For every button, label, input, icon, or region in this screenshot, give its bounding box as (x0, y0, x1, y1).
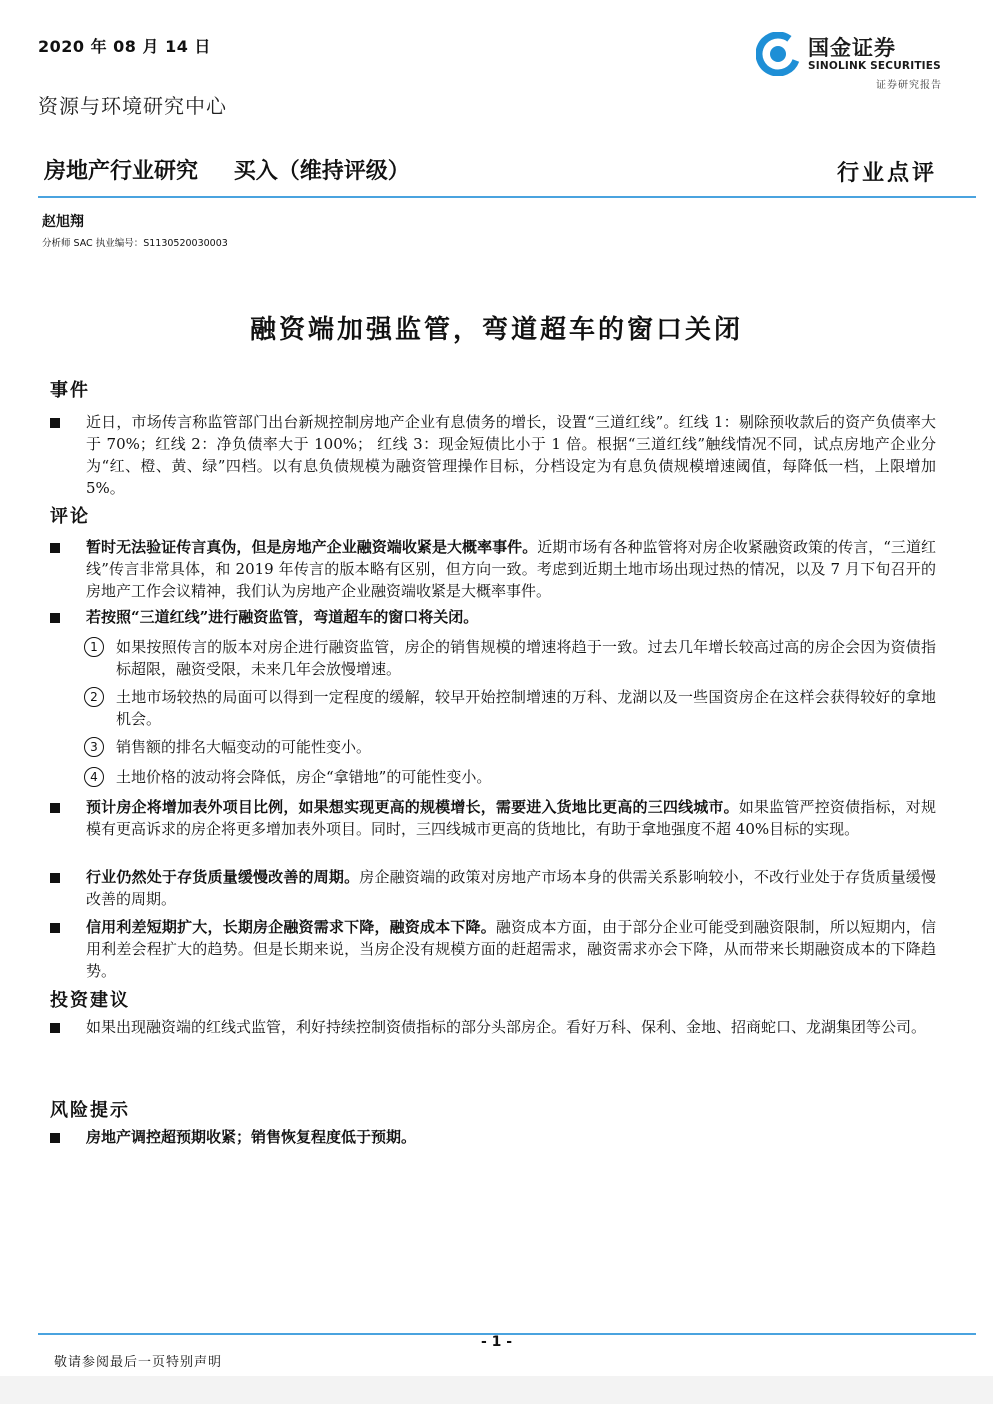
comment-paragraph-4 (86, 866, 936, 910)
company-logo (756, 30, 946, 94)
bullet-marker (50, 803, 60, 813)
comment-3-lead: 预计房企将增加表外项目比例，如果想实现更高的规模增长，需要进入货地比更高的三四线城市。 (86, 798, 739, 816)
comment-paragraph-2 (86, 606, 936, 628)
bullet-marker (50, 923, 60, 933)
logo-chinese-name: 国金证券 (808, 36, 896, 60)
report-title-row (44, 154, 438, 185)
risk-text: 房地产调控超预期收紧；销售恢复程度低于预期。 (86, 1128, 417, 1146)
comment-paragraph-3 (86, 796, 936, 840)
bullet-marker (50, 418, 60, 428)
list-number-1: 1 (84, 637, 104, 657)
comment-5-lead: 信用利差短期扩大，长期房企融资需求下降，融资成本下降。 (86, 918, 496, 936)
bullet-marker (50, 873, 60, 883)
section-heading-advice: 投资建议 (50, 990, 130, 1011)
section-heading-comment: 评论 (50, 506, 90, 527)
industry-label: 房地产行业研究 (44, 159, 199, 184)
event-paragraph: 近日，市场传言称监管部门出台新规控制房地产企业有息债务的增长，设置“三道红线”。红线 1：剔除预收款后的资产负债率大于 70%；红线 2：净负债率大于 100%； 红线 3：现金短债比小于 1 倍。根据“三道红线”触线情况不同，试点房地产企业分为“红、橙、黄、绿”四档。以有息负债规模为融资管理操作目标，分档设定为有息负债规模增速阈值，每降低一档，上限增加 5%。 (86, 413, 936, 497)
logo-subtitle: 证券研究报告 (876, 80, 942, 91)
page-bottom-band (0, 1376, 993, 1404)
report-headline: 融资端加强监管，弯道超车的窗口关闭 (249, 315, 743, 345)
bullet-marker (50, 613, 60, 623)
comment-1-text: 近期市场有各种监管将对房企收紧融资政策的传言，“三道红线”传言非常具体，和 2019 年传言的版本略有区别，但方向一致。考虑到近期土地市场出现过热的情况，以及 7 月下旬召开的房地产工作会议精神，我们认为房地产企业融资端收紧是大概率事件。 (86, 538, 936, 600)
sinolink-logo-icon (756, 32, 800, 76)
page-number: - 1 - (480, 1334, 513, 1350)
bullet-marker (50, 1023, 60, 1033)
comment-4-lead: 行业仍然处于存货质量缓慢改善的周期。 (86, 868, 360, 886)
comment-2-lead: 若按照“三道红线”进行融资监管，弯道超车的窗口将关闭。 (86, 608, 479, 626)
list-item-2: 土地市场较热的局面可以得到一定程度的缓解，较早开始控制增速的万科、龙湖以及一些国资房企在这样会获得较好的拿地机会。 (116, 688, 936, 728)
list-number-2: 2 (84, 687, 104, 707)
department-name: 资源与环境研究中心 (38, 94, 227, 118)
list-number-4: 4 (84, 767, 104, 787)
comment-paragraph-5 (86, 916, 936, 982)
report-date: 2020 年 08 月 14 日 (38, 37, 211, 56)
report-type: 行业点评 (836, 160, 937, 186)
section-heading-risk: 风险提示 (50, 1100, 130, 1121)
footer-disclaimer: 敬请参阅最后一页特别声明 (54, 1355, 223, 1370)
author-name: 赵旭翔 (42, 214, 84, 230)
rating-label: 买入（维持评级） (233, 159, 410, 184)
list-item-3: 销售额的排名大幅变动的可能性变小。 (116, 738, 372, 756)
list-item-1: 如果按照传言的版本对房企进行融资监管，房企的销售规模的增速将趋于一致。过去几年增长较高过高的房企会因为资债指标超限，融资受限，未来几年会放慢增速。 (116, 638, 936, 678)
comment-4-text: 房企融资端的政策对房地产市场本身的供需关系影响较小，不改行业处于存货质量缓慢改善的周期。 (86, 868, 936, 908)
comment-5-text: 融资成本方面，由于部分企业可能受到融资限制，所以短期内，信用利差会程扩大的趋势。但是长期来说，当房企没有规模方面的赶超需求，融资需求亦会下降，从而带来长期融资成本的下降趋势。 (86, 918, 936, 980)
list-item-4: 土地价格的波动将会降低，房企“拿错地”的可能性变小。 (116, 768, 492, 786)
comment-3-text: 如果监管严控资债指标，对规模有更高诉求的房企将更多增加表外项目。同时，三四线城市更高的货地比，有助于拿地强度不超 40%目标的实现。 (86, 798, 936, 838)
section-heading-event: 事件 (50, 380, 90, 401)
author-certificate: 分析师 SAC 执业编号：S1130520030003 (42, 238, 228, 247)
logo-english-name: SINOLINK SECURITIES (808, 60, 941, 72)
advice-paragraph: 如果出现融资端的红线式监管，利好持续控制资债指标的部分头部房企。看好万科、保利、金地、招商蛇口、龙湖集团等公司。 (86, 1018, 927, 1036)
list-number-3: 3 (84, 737, 104, 757)
header-divider (38, 196, 976, 198)
comment-1-lead: 暂时无法验证传言真伪，但是房地产企业融资端收紧是大概率事件。 (86, 538, 538, 556)
bullet-marker (50, 1133, 60, 1143)
bullet-marker (50, 543, 60, 553)
risk-paragraph (86, 1126, 936, 1148)
comment-paragraph-1 (86, 536, 936, 602)
